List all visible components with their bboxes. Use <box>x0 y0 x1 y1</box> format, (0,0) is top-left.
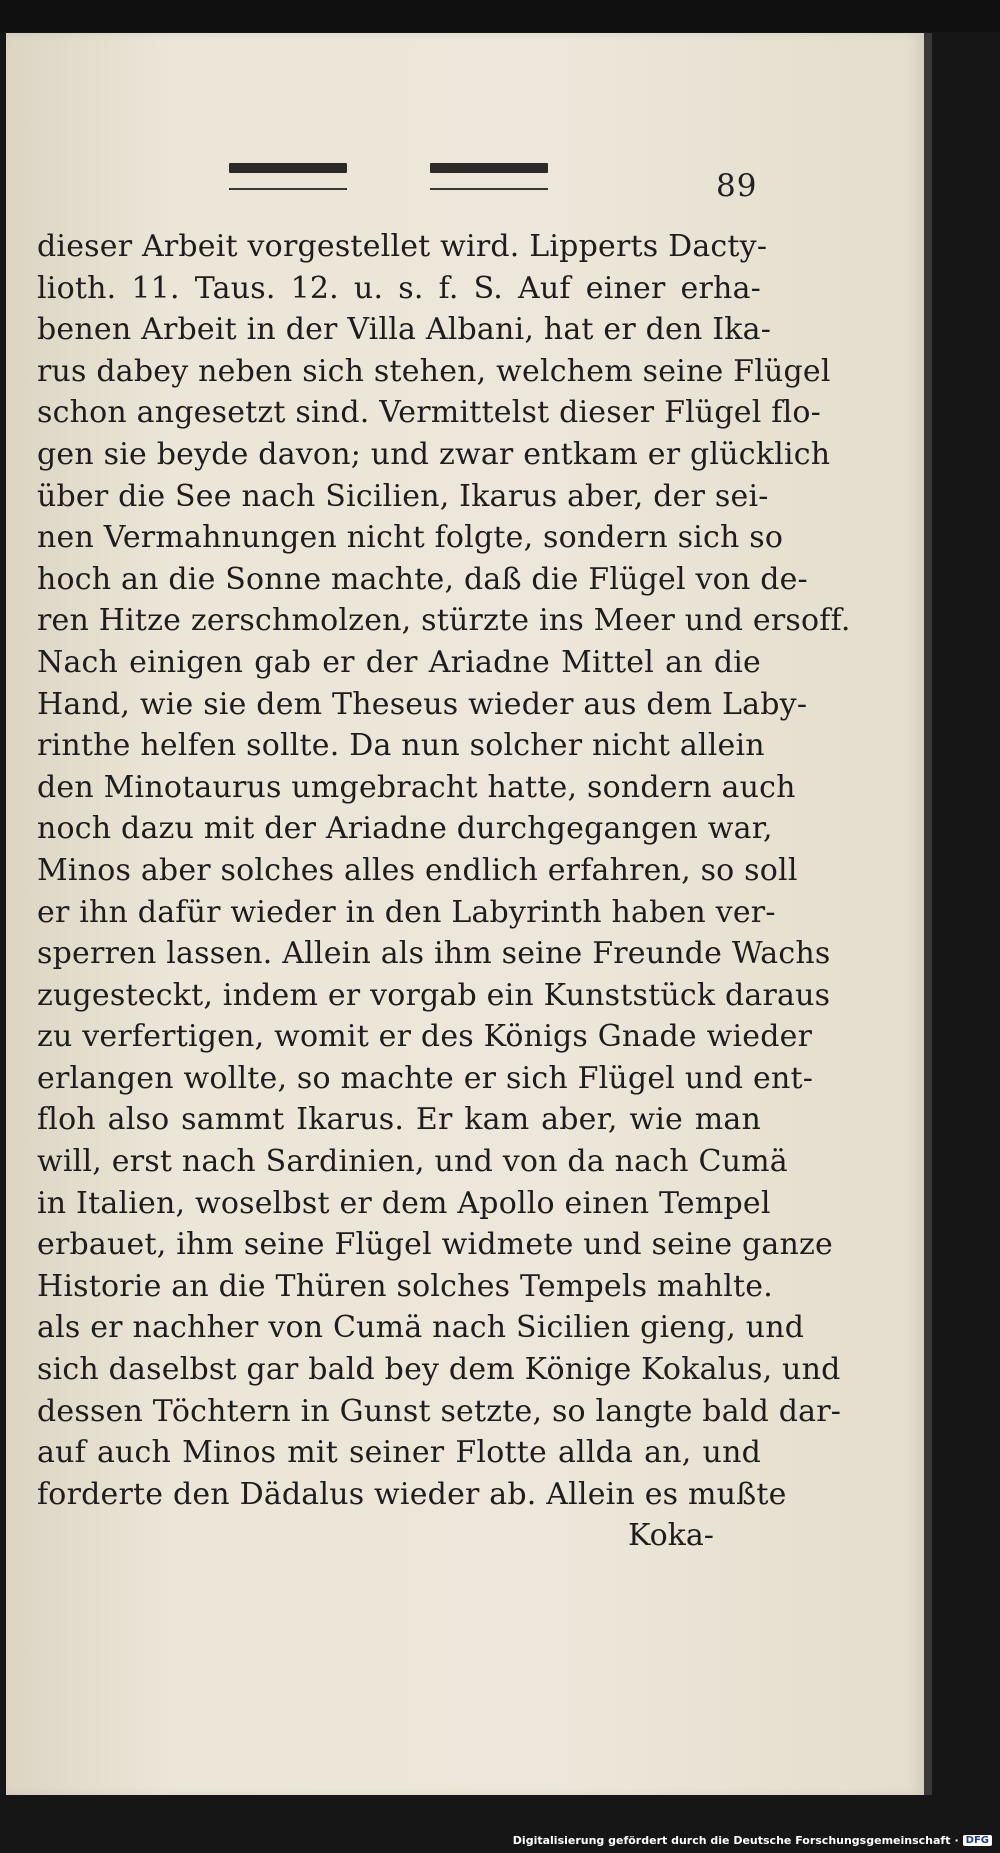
text-line: Nach einigen gab er der Ariadne Mittel an die <box>37 644 761 680</box>
text-line: noch dazu mit der Ariadne durchgegangen war, <box>37 811 773 847</box>
text-line: Historie an die Thüren solches Tempels mahlte. <box>37 1268 773 1304</box>
header-rule-right <box>430 188 548 190</box>
text-line: über die See nach Sicilien, Ikarus aber, der sei- <box>37 478 769 514</box>
text-line: nen Vermahnungen nicht folgte, sondern sich so <box>37 520 784 556</box>
page-edge <box>924 33 932 1795</box>
dfg-logo: DFG <box>963 1835 992 1846</box>
text-line: als er nachher von Cumä nach Sicilien gieng, und <box>37 1310 805 1346</box>
text-line: dessen Töchtern in Gunst setzte, so langte bald dar- <box>37 1393 842 1429</box>
text-line: sich daselbst gar bald bey dem Könige Kokalus, und <box>37 1352 841 1388</box>
separator: · <box>954 1834 959 1847</box>
text-line: sperren lassen. Allein als ihm seine Freunde Wachs <box>37 936 831 972</box>
page-number: 89 <box>716 168 758 204</box>
header-ornament-left <box>229 163 347 173</box>
text-line: auf auch Minos mit seiner Flotte allda an, und <box>37 1435 761 1471</box>
text-line: forderte den Dädalus wieder ab. Allein es mußte <box>37 1476 787 1512</box>
scan-top-strip <box>0 0 1000 32</box>
text-line: er ihn dafür wieder in den Labyrinth haben ver- <box>37 894 776 930</box>
catchword: Koka- <box>628 1518 714 1553</box>
text-line: Minos aber solches alles endlich erfahren, so soll <box>37 852 798 888</box>
text-line: zu verfertigen, womit er des Königs Gnade wieder <box>37 1019 813 1055</box>
text-line: Hand, wie sie dem Theseus wieder aus dem Laby- <box>37 686 808 722</box>
text-line: benen Arbeit in der Villa Albani, hat er den Ika- <box>37 312 772 348</box>
text-line: schon angesetzt sind. Vermittelst dieser Flügel flo- <box>37 395 821 431</box>
header-ornament-right <box>430 163 548 173</box>
text-line: lioth. 11. Taus. 12. u. s. f. S. Auf einer erha- <box>37 270 761 306</box>
text-line: in Italien, woselbst er dem Apollo einen Tempel <box>37 1185 771 1221</box>
text-line: erbauet, ihm seine Flügel widmete und seine ganze <box>37 1227 833 1263</box>
text-line: hoch an die Sonne machte, daß die Flügel von de- <box>37 561 808 597</box>
text-line: gen sie beyde davon; und zwar entkam er glücklich <box>37 436 831 472</box>
text-line: rus dabey neben sich stehen, welchem seine Flügel <box>37 353 831 389</box>
text-line: will, erst nach Sardinien, und von da nach Cumä <box>37 1144 788 1180</box>
text-line: den Minotaurus umgebracht hatte, sondern auch <box>37 769 796 805</box>
text-line: zugesteckt, indem er vorgab ein Kunststück daraus <box>37 977 831 1013</box>
digitization-credit <box>513 1834 992 1847</box>
header-rule-left <box>229 188 347 190</box>
credit-text: Digitalisierung gefördert durch die Deutsche Forschungsgemeinschaft <box>512 1834 951 1847</box>
text-line: floh also sammt Ikarus. Er kam aber, wie man <box>37 1102 761 1138</box>
text-line: rinthe helfen sollte. Da nun solcher nicht allein <box>37 728 765 764</box>
text-line: erlangen wollte, so machte er sich Flügel und ent- <box>37 1060 814 1096</box>
text-line: ren Hitze zerschmolzen, stürzte ins Meer und ersoff. <box>37 603 851 639</box>
body-text <box>37 226 851 1515</box>
text-line: dieser Arbeit vorgestellet wird. Lipperts Dacty- <box>37 229 768 264</box>
